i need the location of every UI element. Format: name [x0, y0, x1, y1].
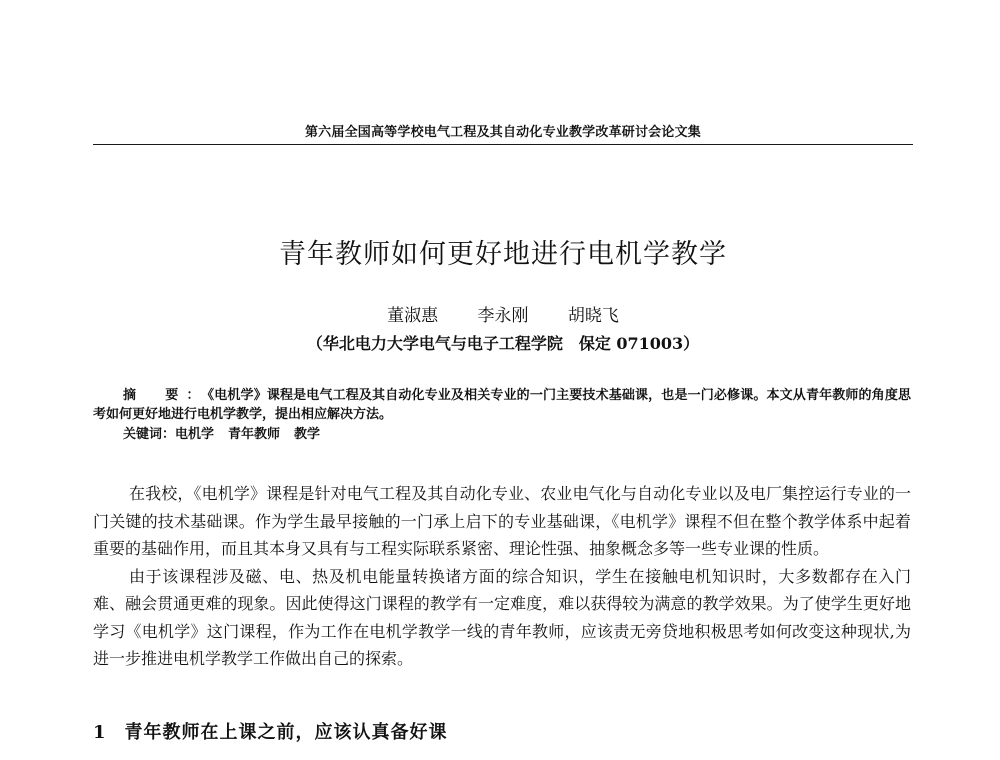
section-heading: [93, 718, 911, 744]
body-paragraph-1: 在我校，《电机学》课程是针对电气工程及其自动化专业、农业电气化与自动化专业以及电厂集控运行专业的一门关键的技术基础课。作为学生最早接触的一门承上启下的专业基础课，《电机学》课程不但在整个教学体系中起着重要的基础作用，而且其本身又具有与工程实际联系紧密、理论性强、抽象概念多等一些专业课的性质。: [93, 484, 911, 558]
section-title: 青年教师在上课之前，应该认真备好课: [124, 722, 448, 743]
author-1: 董淑惠: [387, 306, 439, 326]
body-paragraph-2: 由于该课程涉及磁、电、热及机电能量转换诸方面的综合知识，学生在接触电机知识时，大多数都存在入门难、融会贯通更难的现象。因此使得这门课程的教学有一定难度，难以获得较为满意的教学效果。为了使学生更好地学习《电机学》这门课程，作为工作在电机学教学一线的青年教师，应该责无旁贷地积极思考如何改变这种现状,为进一步推进电机学教学工作做出自己的探索。: [93, 566, 911, 668]
affiliation: （华北电力大学电气与电子工程学院 保定 071003）: [306, 334, 700, 353]
paper-title: 青年教师如何更好地进行电机学教学: [279, 239, 727, 270]
abstract: [93, 386, 911, 424]
keywords-label: 关键词：: [123, 427, 176, 442]
keyword-1: 电机学: [175, 427, 215, 442]
section-number: 1: [93, 722, 107, 743]
body-text: [93, 480, 911, 673]
abstract-text: 《电机学》课程是电气工程及其自动化专业及相关专业的一门主要技术基础课，也是一门必修课。本文从青年教师的角度思考如何更好地进行电机学教学，提出相应解决方法。: [93, 388, 911, 422]
author-list: [93, 301, 913, 326]
author-3: 胡晓飞: [567, 306, 619, 326]
abstract-block: [93, 386, 911, 444]
keyword-3: 教学: [294, 427, 321, 442]
keywords: [93, 425, 911, 444]
keyword-2: 青年教师: [228, 427, 281, 442]
abstract-label: 摘 要：: [123, 388, 208, 403]
header-rule: [93, 144, 913, 145]
running-header: 第六届全国高等学校电气工程及其自动化专业教学改革研讨会论文集: [304, 125, 701, 140]
author-2: 李永刚: [477, 306, 529, 326]
